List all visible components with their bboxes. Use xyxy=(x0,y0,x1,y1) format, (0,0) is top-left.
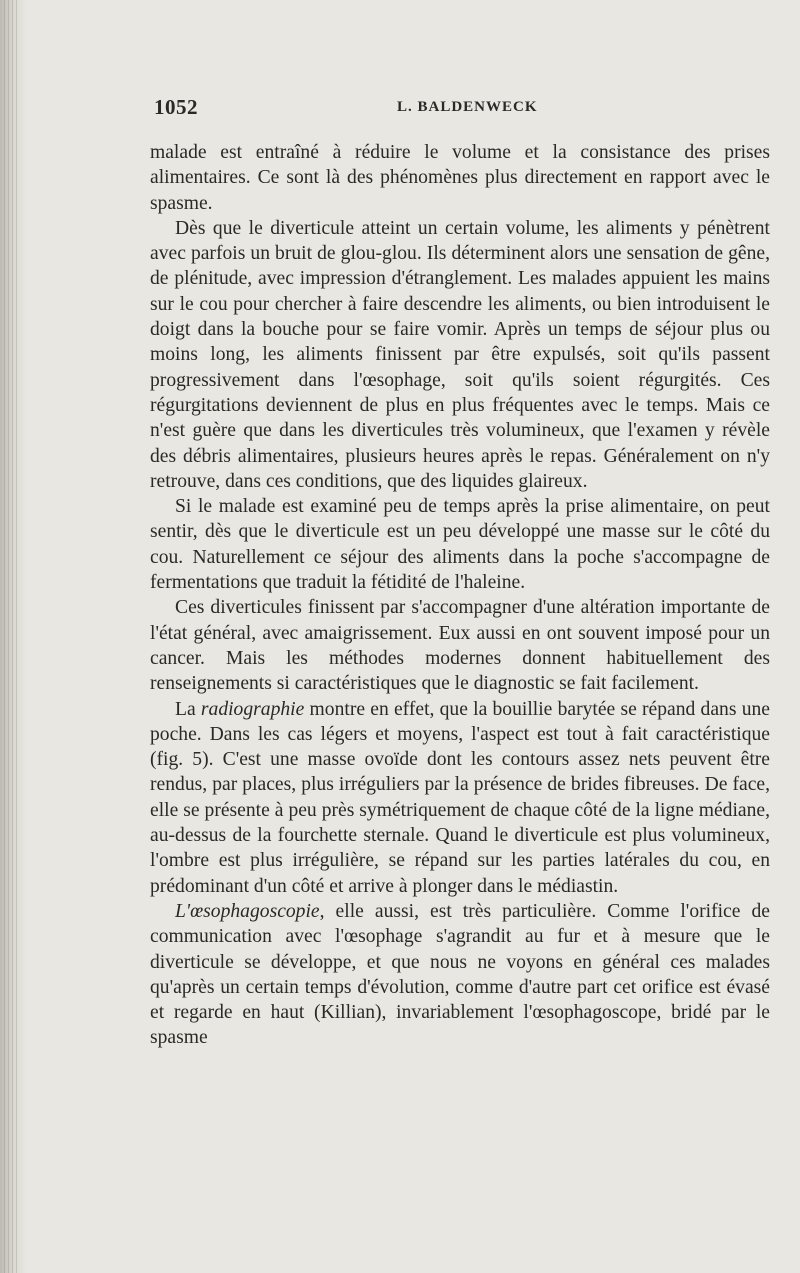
paragraph-2: Dès que le diverticule atteint un certain volume, les aliments y pénètrent avec parfois un bruit de glou-glou. Ils déterminent alors une sensation de gêne, de plénitude, avec impression d'étranglement. Les malades appuient les mains sur le cou pour chercher à faire descendre les aliments, ou bien introduisent le doigt dans la bouche pour se faire vomir. Après un temps de séjour plus ou moins long, les aliments finissent par être expulsés, soit qu'ils passent progressivement dans l'œsophage, soit qu'ils soient régurgités. Ces régurgitations deviennent de plus en plus fréquentes avec le temps. Mais ce n'est guère que dans les diverticules très volumineux, que l'examen y révèle des débris alimentaires, plusieurs heures après le repas. Généralement on n'y retrouve, dans ces conditions, que des liquides glaireux. xyxy=(150,217,770,492)
term-oesophagoscopie: L'œsophagoscopie xyxy=(175,900,320,922)
paragraph-5-body: montre en effet, que la bouillie barytée se répand dans une poche. Dans les cas légers et moyens, l'aspect est tout à fait caractéristique (fig. 5). C'est une masse ovoïde dont les contours assez nets peuvent être rendus, par places, plus irréguliers par la présence de brides fibreuses. De face, elle se présente à peu près symétriquement de chaque côté de la ligne médiane, au-dessus de la fourchette sternale. Quand le diverticule est plus volumineux, l'ombre est plus irrégulière, se répand sur les parties latérales du cou, en prédominant d'un côté et arrive à plonger dans le médiastin. xyxy=(150,698,770,897)
paragraph-3: Si le malade est examiné peu de temps après la prise alimentaire, on peut sentir, dès que le diverticule est un peu développé une masse sur le côté du cou. Naturellement ce séjour des aliments dans la poche s'accompagne de fermentations que traduit la fétidité de l'haleine. xyxy=(150,496,770,594)
binding-stitch-lines xyxy=(4,0,18,1273)
paragraph-1: malade est entraîné à réduire le volume et la consistance des prises alimentaires. Ce sont là des phénomènes plus directement en rapport avec le spasme. xyxy=(150,142,770,214)
running-head-author: L. BALDENWECK xyxy=(397,99,538,115)
paragraph-5 xyxy=(150,697,770,899)
body-text xyxy=(150,140,770,1051)
paragraph-5-prefix: La xyxy=(175,698,201,720)
page-number: 1052 xyxy=(154,95,198,119)
term-radiographie: radiographie xyxy=(200,698,305,720)
paragraph-6 xyxy=(150,899,770,1051)
paragraph-4: Ces diverticules finissent par s'accompagner d'une altération importante de l'état général, avec amaigrissement. Eux aussi en ont souvent imposé pour un cancer. Mais les méthodes modernes donnent habituellement des renseignements si caractéristiques que le diagnostic se fait facilement. xyxy=(150,597,770,695)
page-header xyxy=(154,95,766,123)
paragraph-6-body: , elle aussi, est très particulière. Comme l'orifice de communication avec l'œsophage s'agrandit au fur et à mesure que le diverticule se développe, et que nous ne voyons en général ces malades qu'après un certain temps d'évolution, comme d'autre part cet orifice est évasé et regarde en haut (Killian), invariablement l'œsophagoscope, bridé par le spasme xyxy=(150,900,770,1049)
